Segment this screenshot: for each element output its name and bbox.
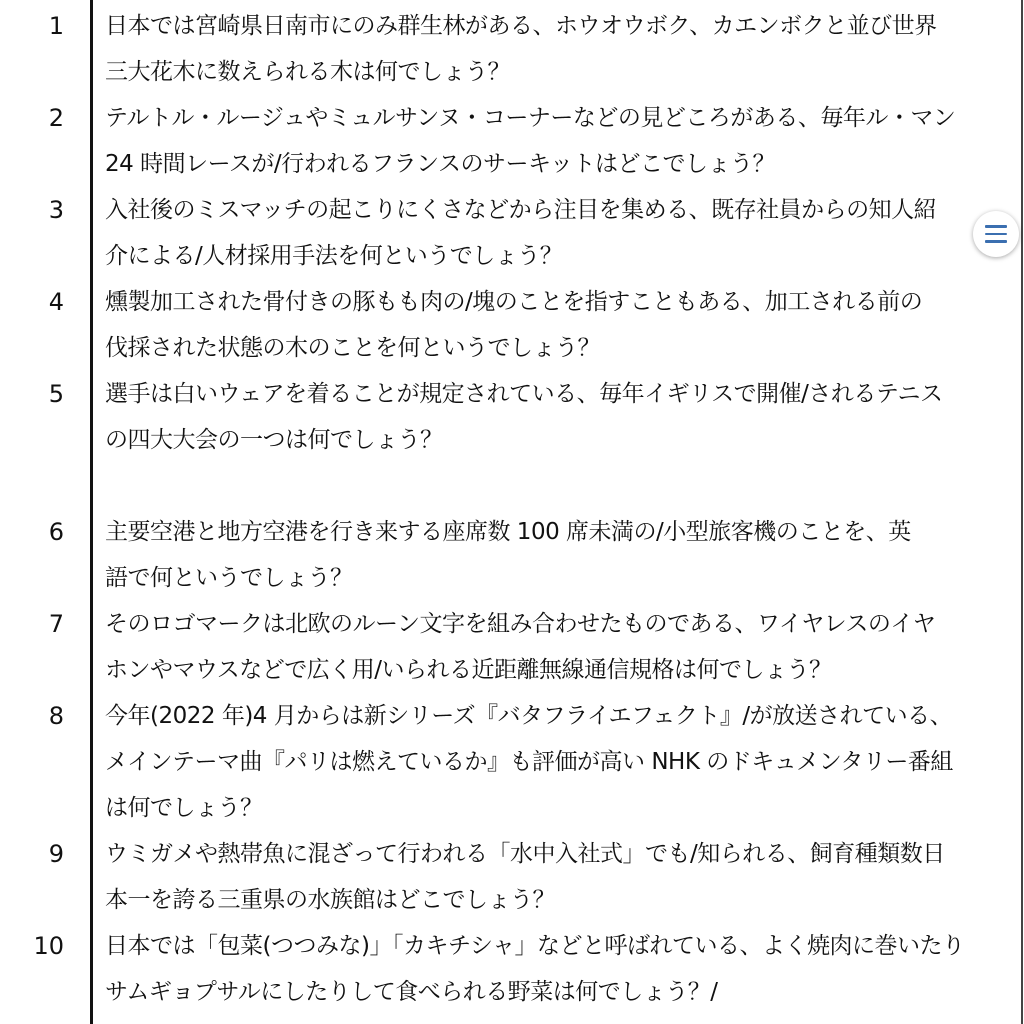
question-number: 1: [48, 12, 64, 40]
question-text-line: 日本では宮崎県日南市にのみ群生林がある、ホウオウボク、カエンボクと並び世界: [105, 13, 937, 39]
question-row: [0, 95, 1024, 187]
quiz-question-list: [0, 3, 1024, 1015]
question-text: [92, 279, 922, 371]
question-text-line: そのロゴマークは北欧のルーン文字を組み合わせたものである、ワイヤレスのイヤ: [105, 611, 936, 637]
question-text-line: 選手は白いウェアを着ることが規定されている、毎年イギリスで開催/されるテニス: [105, 381, 943, 407]
question-text-line: の四大大会の一つは何でしょう？: [105, 427, 443, 453]
question-number: 5: [48, 380, 64, 408]
question-text-line: ウミガメや熱帯魚に混ざって行われる「水中入社式」でも/知られる、飼育種類数日: [105, 841, 945, 867]
question-text-line: 日本では「包菜(つつみな)」「カキチシャ」などと呼ばれている、よく焼肉に巻いたり: [105, 933, 965, 959]
question-text: [92, 187, 936, 279]
question-number: 2: [48, 104, 64, 132]
question-text-line: 今年(2022 年)4 月からは新シリーズ『バタフライエフェクト』/が放送されている、: [105, 703, 953, 729]
question-text: [92, 831, 945, 923]
question-number: 4: [48, 288, 64, 316]
question-text: [92, 923, 965, 1015]
question-text: [92, 371, 942, 463]
question-row: [0, 601, 1024, 693]
hamburger-menu-icon: [985, 225, 1007, 228]
question-text: [92, 509, 911, 601]
question-text-line: 入社後のミスマッチの起こりにくさなどから注目を集める、既存社員からの知人紹: [105, 197, 937, 223]
hamburger-menu-icon-bar: [985, 233, 1007, 236]
question-row: [0, 3, 1024, 95]
question-row: [0, 371, 1024, 463]
question-row: [0, 693, 1024, 831]
question-text: [92, 3, 937, 95]
question-text-line: 三大花木に数えられる木は何でしょう？: [105, 59, 510, 85]
question-text-line: テルトル・ルージュやミュルサンヌ・コーナーなどの見どころがある、毎年ル・マン: [105, 105, 956, 131]
question-row: [0, 187, 1024, 279]
question-number: 9: [48, 840, 64, 868]
question-text: [92, 95, 955, 187]
question-number: 3: [48, 196, 64, 224]
question-text-line: ホンやマウスなどで広く用/いられる近距離無線通信規格は何でしょう？: [105, 657, 832, 683]
question-row: [0, 509, 1024, 601]
floating-menu-button[interactable]: [973, 211, 1019, 257]
question-text-line: 主要空港と地方空港を行き来する座席数 100 席未満の/小型旅客機のことを、英: [105, 519, 911, 545]
question-text-line: 伐採された状態の木のことを何というでしょう？: [105, 335, 600, 361]
question-number: 7: [48, 610, 64, 638]
question-text: [92, 601, 935, 693]
question-text-line: 本一を誇る三重県の水族館はどこでしょう？: [105, 887, 555, 913]
question-number: 8: [48, 702, 64, 730]
question-text-line: 介による/人材採用手法を何というでしょう？: [105, 243, 563, 269]
question-text-line: 燻製加工された骨付きの豚もも肉の/塊のことを指すこともある、加工される前の: [105, 289, 923, 315]
question-row: [0, 923, 1024, 1015]
question-number: 6: [48, 518, 64, 546]
hamburger-menu-icon-bar: [985, 240, 1007, 243]
question-text-line: は何でしょう？: [105, 795, 263, 821]
question-text-line: 24 時間レースが/行われるフランスのサーキットはどこでしょう？: [105, 151, 776, 177]
question-text-line: サムギョプサルにしたりして食べられる野菜は何でしょう？/: [105, 979, 718, 1005]
question-text: [92, 693, 953, 831]
question-text-line: 語で何というでしょう？: [105, 565, 353, 591]
question-row: [0, 831, 1024, 923]
question-number: 10: [33, 932, 64, 960]
question-row: [0, 279, 1024, 371]
question-text-line: メインテーマ曲『パリは燃えているか』も評価が高い NHK のドキュメンタリー番組: [105, 749, 953, 775]
